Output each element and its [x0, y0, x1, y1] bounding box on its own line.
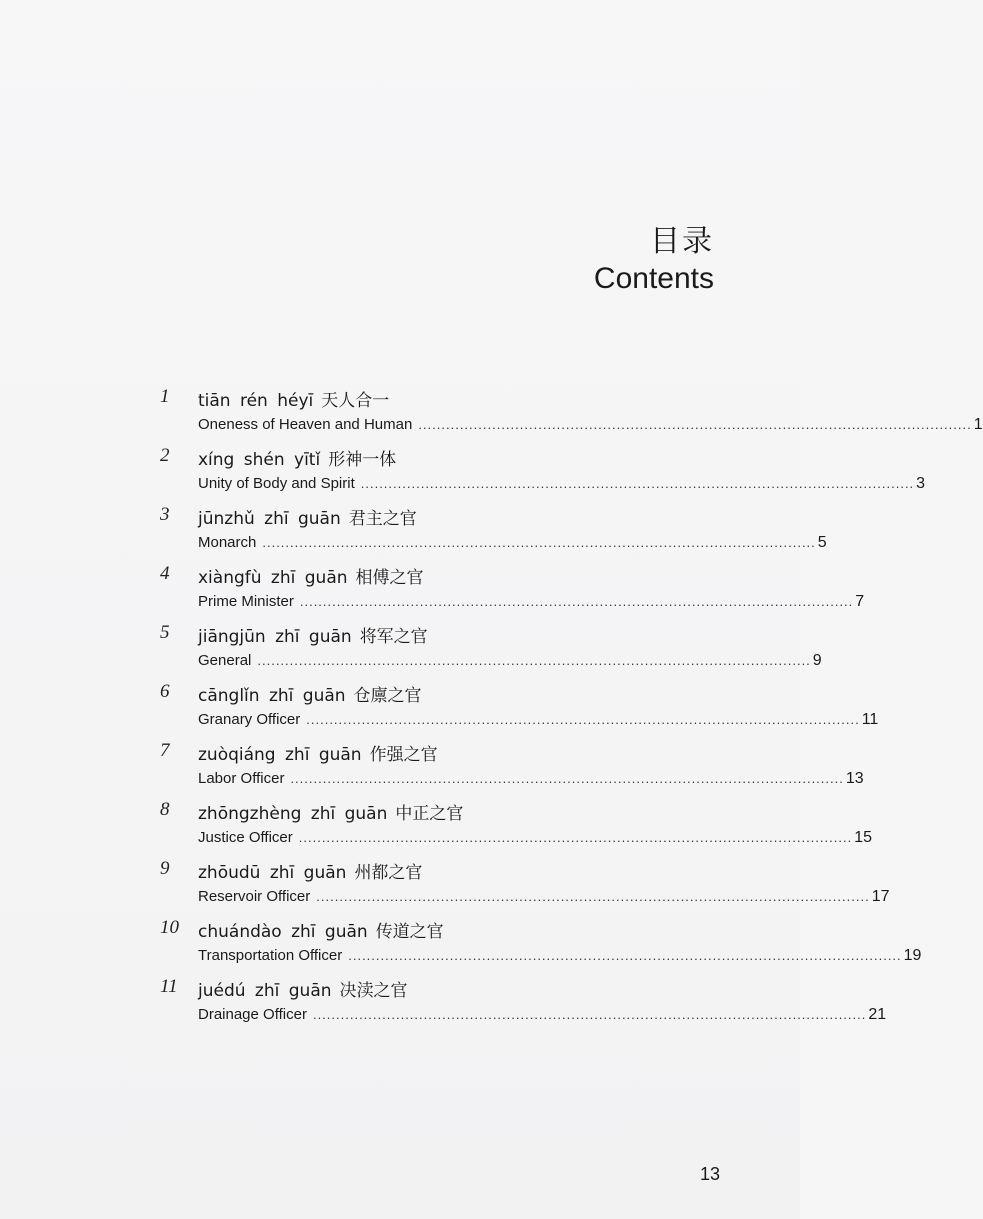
- entry-english: Unity of Body and Spirit: [198, 475, 355, 492]
- dot-leader: ........................................................................................................................: [316, 889, 870, 904]
- dot-leader: ........................................................................................................................: [418, 417, 972, 432]
- entry-pinyin: zuòqiáng zhī guān: [198, 745, 362, 765]
- title-english: Contents: [593, 262, 714, 295]
- entry-english: Reservoir Officer: [198, 888, 311, 905]
- entry-number: 3: [160, 504, 170, 525]
- toc-entry[interactable]: [160, 973, 887, 1032]
- entry-english: Oneness of Heaven and Human: [198, 416, 413, 433]
- toc-entry[interactable]: [160, 855, 890, 914]
- entry-number: 8: [160, 799, 170, 820]
- entry-english-line: [198, 593, 865, 611]
- entry-title-line: [198, 976, 408, 1001]
- entry-page-number: 7: [855, 593, 865, 610]
- dot-leader: ........................................................................................................................: [262, 535, 816, 550]
- entry-english: Granary Officer: [198, 711, 301, 728]
- entry-english: Transportation Officer: [198, 947, 343, 964]
- entry-page-number: 19: [903, 947, 922, 964]
- entry-page-number: 15: [854, 829, 872, 846]
- entry-title-line: [198, 858, 422, 883]
- entry-number: 2: [160, 445, 170, 466]
- entry-english: Prime Minister: [198, 593, 294, 610]
- entry-number: 7: [160, 740, 170, 761]
- toc-entry[interactable]: [160, 678, 879, 737]
- entry-page-number: 3: [916, 475, 926, 492]
- title-chinese: 目录: [650, 224, 714, 259]
- entry-english-line: [198, 711, 879, 729]
- entry-english-line: [198, 416, 983, 434]
- toc-entry[interactable]: [160, 442, 926, 501]
- entry-pinyin: cānglǐn zhī guān: [198, 686, 346, 706]
- entry-pinyin: jiāngjūn zhī guān: [198, 627, 352, 647]
- entry-page-number: 21: [868, 1006, 887, 1023]
- entry-number: 5: [160, 622, 170, 643]
- entry-number: 6: [160, 681, 170, 702]
- contents-heading: [594, 222, 714, 296]
- toc-entry[interactable]: [160, 560, 865, 619]
- entry-page-number: 5: [817, 534, 827, 551]
- entry-number: 11: [160, 976, 178, 997]
- entry-title-line: [198, 622, 428, 647]
- entry-pinyin: jūnzhǔ zhī guān: [198, 509, 341, 529]
- entry-title-line: [198, 563, 424, 588]
- entry-english-line: [198, 534, 827, 552]
- entry-english: Monarch: [198, 534, 257, 551]
- toc-entry[interactable]: [160, 501, 827, 560]
- entry-page-number: 9: [812, 652, 822, 669]
- entry-english-line: [198, 947, 922, 965]
- entry-hanzi: 相傅之官: [355, 568, 424, 588]
- dot-leader: ........................................................................................................................: [312, 1007, 867, 1022]
- toc-entry[interactable]: [160, 737, 864, 796]
- entry-hanzi: 天人合一: [321, 391, 390, 411]
- entry-number: 9: [160, 858, 170, 879]
- entry-hanzi: 仓廪之官: [353, 686, 422, 706]
- entry-title-line: [198, 386, 389, 411]
- dot-leader: ........................................................................................................................: [306, 712, 860, 727]
- page-number: 13: [699, 1164, 720, 1184]
- entry-english-line: [198, 888, 890, 906]
- entry-hanzi: 决渎之官: [339, 981, 408, 1001]
- entry-pinyin: juédú zhī guān: [198, 981, 332, 1001]
- entry-hanzi: 君主之官: [348, 509, 417, 529]
- entry-page-number: 11: [861, 711, 879, 728]
- entry-number: 10: [160, 917, 179, 938]
- entry-pinyin: zhōngzhèng zhī guān: [198, 804, 388, 824]
- toc-entry[interactable]: [160, 383, 983, 442]
- toc-entry[interactable]: [160, 914, 922, 973]
- entry-pinyin: xiàngfù zhī guān: [198, 568, 348, 588]
- entry-pinyin: zhōudū zhī guān: [198, 863, 347, 883]
- table-of-contents: [160, 383, 983, 1032]
- entry-pinyin: chuándào zhī guān: [198, 922, 368, 942]
- entry-page-number: 17: [871, 888, 890, 905]
- entry-pinyin: tiān rén héyī: [198, 391, 314, 411]
- entry-english-line: [198, 770, 864, 788]
- entry-english: Justice Officer: [198, 829, 293, 846]
- entry-pinyin: xíng shén yītǐ: [198, 450, 321, 470]
- dot-leader: ........................................................................................................................: [257, 653, 811, 668]
- entry-title-line: [198, 681, 422, 706]
- toc-entry[interactable]: [160, 619, 822, 678]
- entry-number: 1: [160, 386, 170, 407]
- dot-leader: ........................................................................................................................: [298, 830, 853, 845]
- dot-leader: ........................................................................................................................: [348, 948, 902, 963]
- entry-page-number: 13: [845, 770, 864, 787]
- entry-title-line: [198, 504, 417, 529]
- dot-leader: ........................................................................................................................: [290, 771, 844, 786]
- entry-title-line: [198, 445, 396, 470]
- entry-hanzi: 中正之官: [395, 804, 464, 824]
- entry-english-line: [198, 652, 822, 670]
- entry-hanzi: 传道之官: [375, 922, 444, 942]
- dot-leader: ........................................................................................................................: [299, 594, 854, 609]
- dot-leader: ........................................................................................................................: [360, 476, 915, 491]
- entry-title-line: [198, 740, 438, 765]
- entry-english: Drainage Officer: [198, 1006, 307, 1023]
- entry-hanzi: 作强之官: [369, 745, 438, 765]
- entry-title-line: [198, 799, 463, 824]
- entry-english: General: [198, 652, 252, 669]
- entry-english-line: [198, 1006, 887, 1024]
- entry-number: 4: [160, 563, 170, 584]
- entry-hanzi: 将军之官: [359, 627, 428, 647]
- entry-english-line: [198, 829, 872, 847]
- toc-entry[interactable]: [160, 796, 872, 855]
- entry-hanzi: 州都之官: [354, 863, 423, 883]
- entry-english: Labor Officer: [198, 770, 285, 787]
- entry-english-line: [198, 475, 926, 493]
- entry-title-line: [198, 917, 444, 942]
- entry-page-number: 1: [973, 416, 983, 433]
- entry-hanzi: 形神一体: [328, 450, 397, 470]
